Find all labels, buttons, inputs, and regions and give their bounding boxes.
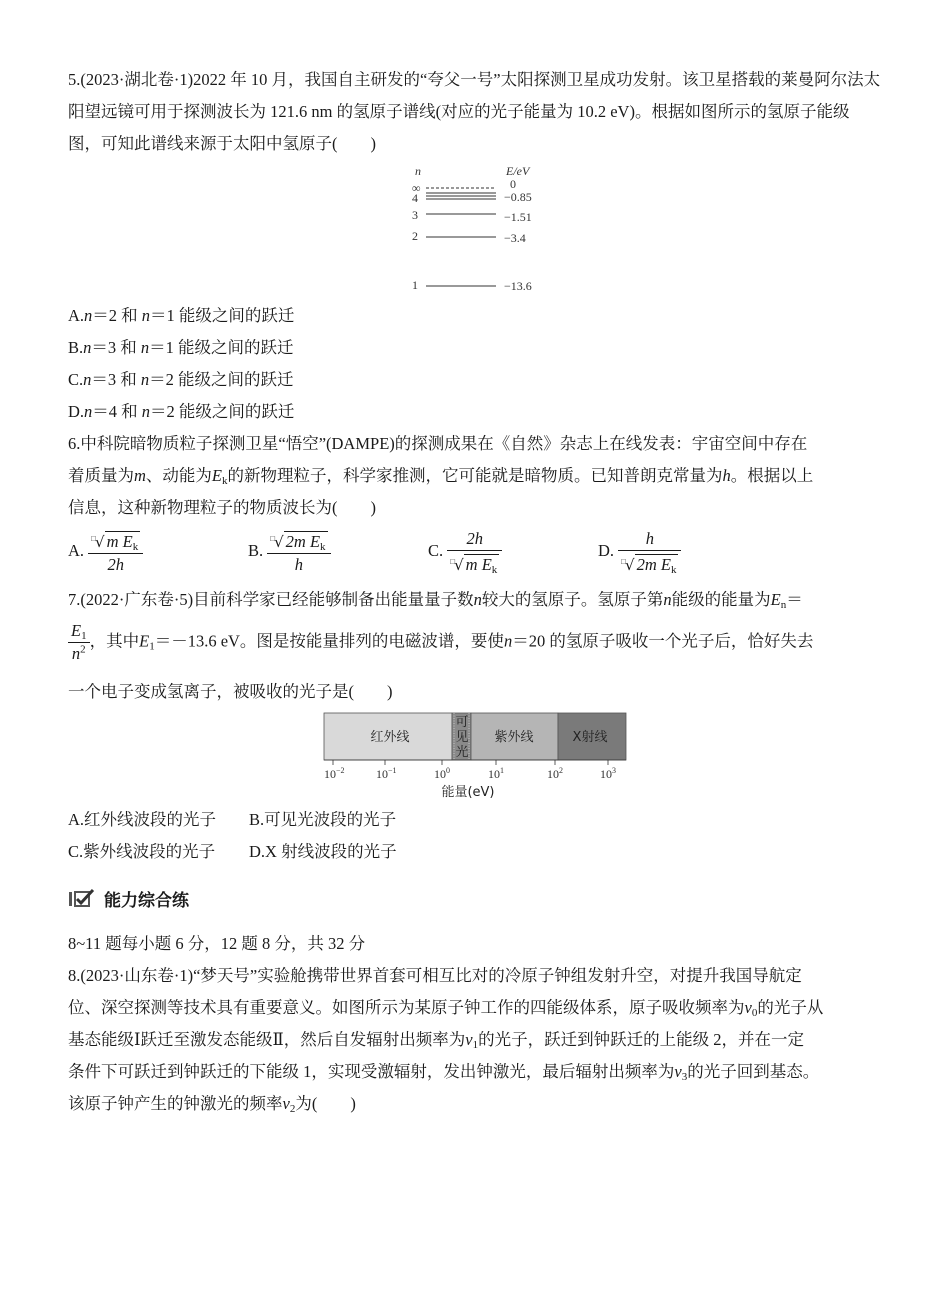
q6-option-a[interactable]: A. $\frac{^□√ m E_k}{2h}$	[68, 528, 143, 576]
band-label-visible-2: 见	[455, 730, 469, 745]
diagram-n-label: n	[415, 164, 421, 178]
q7-option-b[interactable]: B.可见光波段的光子	[249, 810, 397, 829]
level-e-2: −3.4	[504, 231, 526, 245]
q5-option-a[interactable]: A.n＝2 和 n＝1 能级之间的跃迁	[68, 306, 295, 325]
energy-level-diagram	[400, 160, 560, 295]
q8-line2: 位、深空探测等技术具有重要意义。如图所示为某原子钟工作的四能级体系，原子吸收频率为$\nu_0$的光子从	[68, 998, 824, 1019]
q7-line1: 7.(2022·广东卷·5)目前科学家已经能够制备出能量量子数n较大的氢原子。氢原子第n能级的能量为$E_n=$	[68, 590, 803, 611]
diagram-e-label: E/eV	[506, 164, 530, 178]
q5-option-c[interactable]: C.n＝3 和 n＝2 能级之间的跃迁	[68, 370, 294, 389]
level-n-4: 4	[412, 191, 418, 205]
tick-label-1: $10^{-1}$	[376, 766, 397, 781]
band-label-xray: X射线	[572, 730, 608, 745]
q6-option-b[interactable]: B. $\frac{^□√ 2m E_k}{h}$	[248, 528, 331, 576]
q6-option-d[interactable]: D. $\frac{h}{^□√ 2m E_k}$	[598, 528, 681, 576]
q6-line1: 6.中科院暗物质粒子探测卫星“悟空”(DAMPE)的探测成果在《自然》杂志上在线发表：宇宙空间中存在	[68, 434, 808, 453]
q8-line1: 8.(2023·山东卷·1)“梦天号”实验舱携带世界首套可相互比对的冷原子钟组发射升空，对提升我国导航定	[68, 966, 802, 985]
spectrum-ticks	[333, 760, 608, 765]
section-heading	[68, 886, 189, 911]
level-e-3: −1.51	[504, 210, 532, 224]
band-label-infrared: 红外线	[370, 730, 410, 745]
q5-option-d[interactable]: D.n＝4 和 n＝2 能级之间的跃迁	[68, 402, 295, 421]
section-subtitle: 8~11 题每小题 6 分，12 题 8 分，共 32 分	[68, 934, 366, 953]
tick-label-3: $10^1$	[488, 766, 504, 781]
q8-line3: 基态能级Ⅰ跃迁至激发态能级Ⅱ，然后自发辐射出频率为$\nu_1$的光子，跃迁到钟跃迁的上能级 2，并在一定	[68, 1030, 804, 1051]
tick-label-0: $10^{-2}$	[324, 766, 345, 781]
q5-stem: 5.(2023·湖北卷·1)2022 年 10 月，我国自主研发的“夸父一号”太阳探测卫星成功发射。该卫星搭载的莱曼阿尔法太阳望远镜可用于探测波长为 121.6 nm 的氢原子谱线(对应的光子能量为 10.2 eV)。根据如图所示的氢原子能级图，可知此谱线来源于太阳中氢原子( )	[68, 70, 881, 153]
q7-line3: 一个电子变成氢离子，被吸收的光子是( )	[68, 682, 393, 701]
level-e-1: −13.6	[504, 279, 532, 293]
level-e-inf: 0	[510, 177, 516, 191]
q7-option-c[interactable]: C.紫外线波段的光子	[68, 842, 216, 861]
q6-line3: 信息，这种新物理粒子的物质波长为( )	[68, 498, 376, 517]
q5-option-b[interactable]: B.n＝3 和 n＝1 能级之间的跃迁	[68, 338, 294, 357]
q6-option-c[interactable]: C. $\frac{2h}{^□√ m E_k}$	[428, 528, 502, 576]
section-title: 能力综合练	[104, 891, 189, 910]
level-n-inf: ∞	[412, 181, 421, 195]
tick-label-2: $10^0$	[434, 766, 450, 781]
em-spectrum-chart	[318, 710, 638, 802]
level-e-4: −0.85	[504, 190, 532, 204]
level-n-1: 1	[412, 278, 418, 292]
band-label-uv: 紫外线	[494, 730, 534, 745]
q8-line4: 条件下可跃迁到钟跃迁的下能级 1，实现受激辐射，发出钟激光，最后辐射出频率为$\nu_3$的光子回到基态。	[68, 1062, 820, 1083]
level-n-3: 3	[412, 208, 418, 222]
level-n-2: 2	[412, 229, 418, 243]
spectrum-axis-label: 能量(eV)	[441, 785, 495, 800]
q7-option-d[interactable]: D.X 射线波段的光子	[249, 842, 397, 861]
q8-line5: 该原子钟产生的钟激光的频率$\nu_2$为( )	[68, 1094, 356, 1115]
q7-line2: $\frac{E_1}{n^2}$ ，其中$E_1=-13.6$ eV。图是按能量排列的电磁波谱，要使n＝20 的氢原子吸收一个光子后，恰好失去	[68, 620, 813, 665]
q7-option-a[interactable]: A.红外线波段的光子	[68, 810, 217, 829]
q6-line2: 着质量为m、动能为$E_k$的新物理粒子，科学家推测，它可能就是暗物质。已知普朗克常量为h。根据以上	[68, 466, 814, 487]
band-label-visible-1: 可	[455, 715, 469, 730]
tick-label-5: $10^3$	[600, 766, 616, 781]
check-box-icon	[68, 888, 96, 910]
band-label-visible-3: 光	[455, 745, 469, 760]
tick-label-4: $10^2$	[547, 766, 563, 781]
